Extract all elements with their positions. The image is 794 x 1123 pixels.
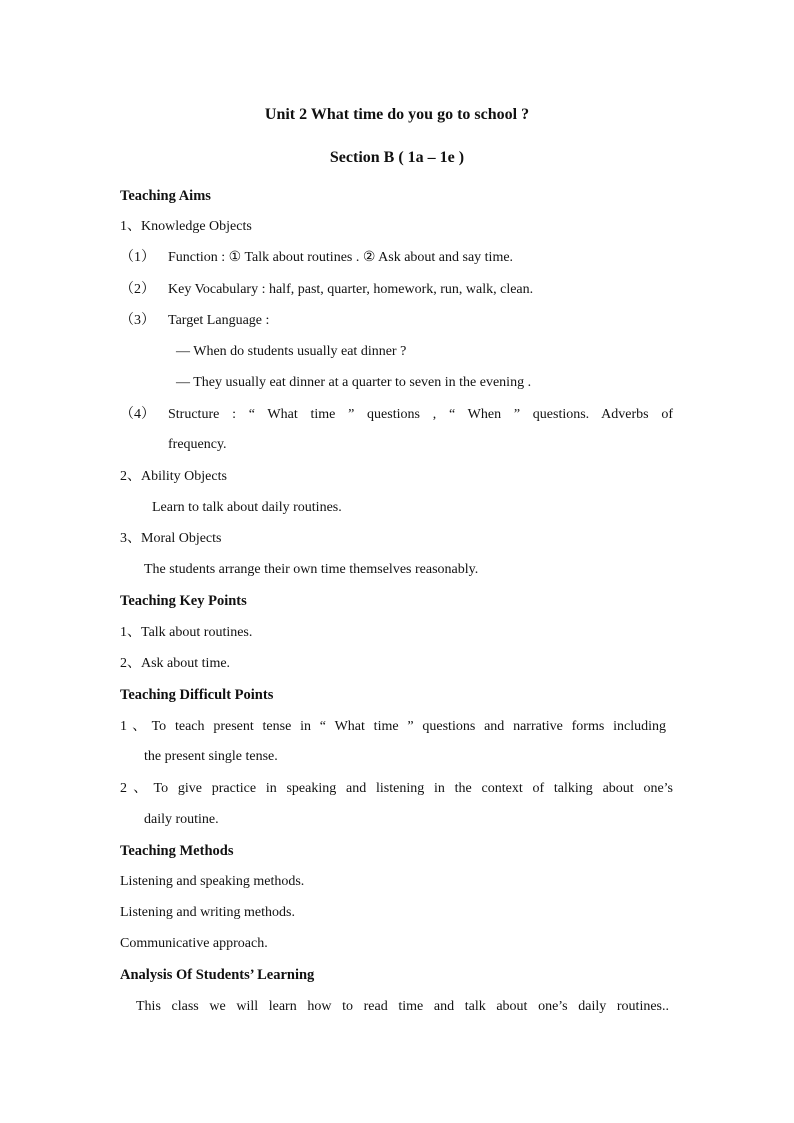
difficult-point-2: 2、To give practice in speaking and listening in the context of talking about one’s — [120, 781, 673, 796]
target-answer: — They usually eat dinner at a quarter to seven in the evening . — [176, 375, 532, 390]
difficult-points-heading: Teaching Difficult Points — [120, 687, 274, 703]
target-language-number: （3） — [120, 313, 155, 328]
document-title: Unit 2 What time do you go to school ? — [264, 106, 530, 123]
method-3: Communicative approach. — [120, 936, 268, 951]
method-1: Listening and speaking methods. — [120, 874, 305, 889]
moral-objects-label: 3、Moral Objects — [120, 531, 222, 546]
key-points-heading: Teaching Key Points — [120, 593, 247, 609]
difficult-point-2-continued: daily routine. — [144, 812, 219, 827]
ability-objects-text: Learn to talk about daily routines. — [152, 500, 342, 515]
method-2: Listening and writing methods. — [120, 905, 295, 920]
knowledge-objects-label: 1、Knowledge Objects — [120, 219, 252, 234]
function-number: （1） — [120, 250, 155, 265]
vocabulary-number: （2） — [120, 282, 155, 297]
target-language-text: Target Language : — [168, 313, 270, 328]
target-question: — When do students usually eat dinner ? — [176, 344, 407, 359]
difficult-point-1-continued: the present single tense. — [144, 749, 278, 764]
teaching-methods-heading: Teaching Methods — [120, 843, 234, 859]
analysis-heading: Analysis Of Students’ Learning — [120, 967, 315, 983]
structure-number: （4） — [120, 407, 155, 422]
ability-objects-label: 2、Ability Objects — [120, 469, 227, 484]
analysis-text: This class we will learn how to read time and talk about one’s daily routines.. — [136, 999, 669, 1014]
structure-continued: frequency. — [168, 437, 227, 452]
key-point-2: 2、Ask about time. — [120, 656, 231, 671]
vocabulary-text: Key Vocabulary : half, past, quarter, homework, run, walk, clean. — [168, 282, 534, 297]
document-subtitle: Section B ( 1a – 1e ) — [329, 149, 465, 166]
structure-text: Structure : “ What time ” questions , “ When ” questions. Adverbs of — [168, 407, 673, 422]
difficult-point-1: 1、To teach present tense in “ What time ” questions and narrative forms including — [120, 719, 666, 734]
key-point-1: 1、Talk about routines. — [120, 625, 253, 640]
teaching-aims-heading: Teaching Aims — [120, 188, 211, 204]
moral-objects-text: The students arrange their own time themselves reasonably. — [144, 562, 479, 577]
function-text: Function : ① Talk about routines . ② Ask about and say time. — [168, 250, 514, 265]
